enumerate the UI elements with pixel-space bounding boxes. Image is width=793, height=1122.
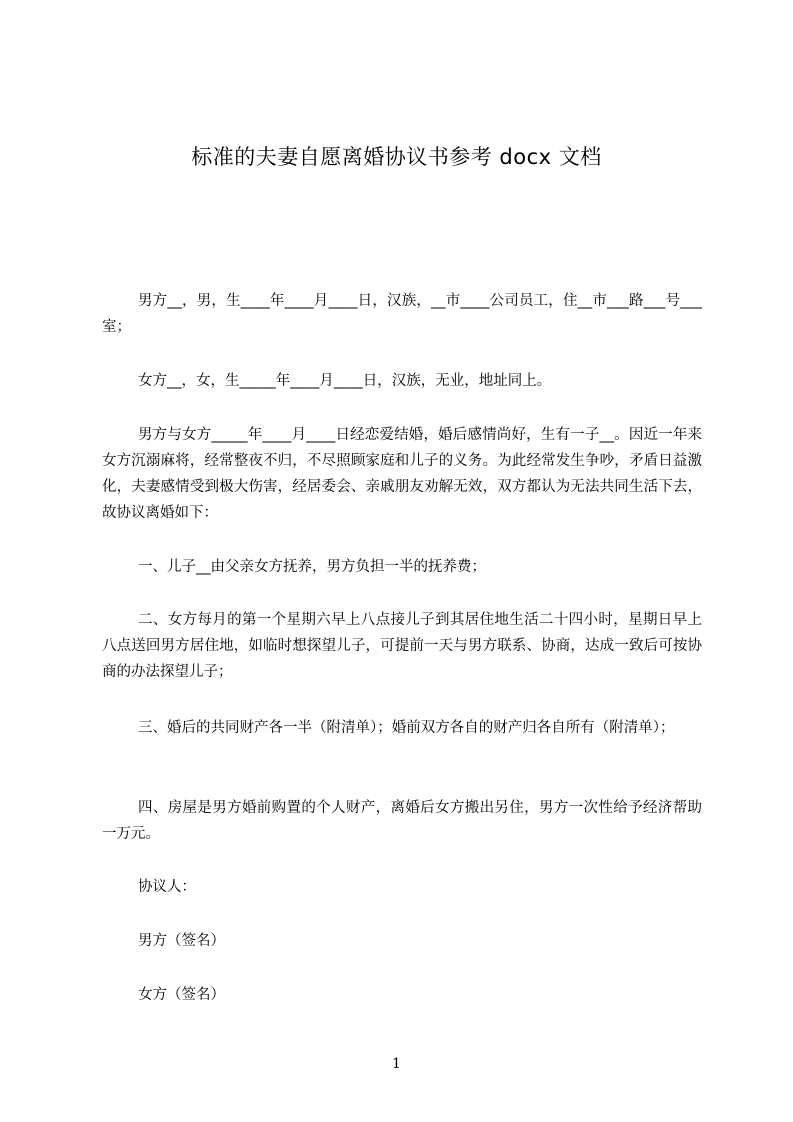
paragraph-wife-signature: 女方（签名） <box>138 987 225 1003</box>
paragraph-clause-custody: 一、儿子__由父亲女方抚养，男方负担一半的抚养费； <box>138 559 486 575</box>
paragraph-husband-signature: 男方（签名） <box>138 933 225 949</box>
paragraph-clause-property: 三、婚后的共同财产各一半（附清单）；婚前双方各自的财产归各自所有（附清单）； <box>138 720 675 736</box>
paragraph-clause-house: 四、房屋是男方婚前购置的个人财产，离婚后女方搬出另住，男方一次性给予经济帮助一万元。 <box>102 800 702 842</box>
paragraph-clause-visitation: 二、女方每月的第一个星期六早上八点接儿子到其居住地生活二十四小时，星期日早上八点送回男方居住地，如临时想探望儿子，可提前一天与男方联系、协商，达成一致后可按协商的办法探望儿子； <box>102 612 702 680</box>
paragraph-wife-info: 女方__，女，生_____年____月____日，汉族，无业，地址同上。 <box>138 373 552 389</box>
page-number: 1 <box>392 1056 401 1072</box>
paragraph-husband-info: 男方__，男，生____年____月____日，汉族，__市____公司员工，住__市___路___号___室； <box>102 293 702 335</box>
paragraph-background: 男方与女方_____年____月____日经恋爱结婚，婚后感情尚好，生有一子__。因近一年来女方沉溺麻将，经常整夜不归，不尽照顾家庭和儿子的义务。为此经常发生争吵，矛盾日益激化，夫妻感情受到极大伤害，经居委会、亲戚朋友劝解无效，双方都认为无法共同生活下去，故协议离婚如下： <box>102 427 702 521</box>
paragraph-signatories: 协议人： <box>138 879 196 895</box>
document-title: 标准的夫妻自愿离婚协议书参考 docx 文档 <box>191 145 602 169</box>
